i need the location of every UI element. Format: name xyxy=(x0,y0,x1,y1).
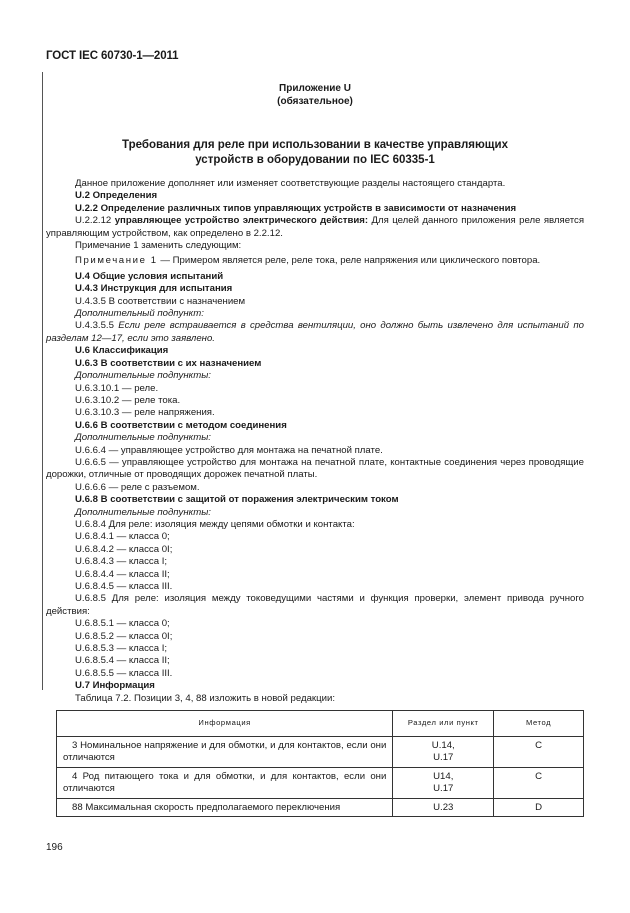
list-item: U.6.8.5.2 — класса 0I; xyxy=(75,630,173,642)
column-header-clause: Раздел или пункт xyxy=(393,711,494,737)
additional-subclause-label: Дополнительный подпункт: xyxy=(75,308,204,320)
additional-subclauses-label: Дополнительные подпункты: xyxy=(75,370,211,382)
list-item: U.6.8.5.5 — класса III. xyxy=(75,667,173,679)
clause-u2212-number: U.2.2.12 xyxy=(75,215,112,227)
clause-u684: U.6.8.4 Для реле: изоляция между цепями обмотки и контакта: xyxy=(75,518,355,530)
list-item: U.6.3.10.1 — реле. xyxy=(75,382,159,394)
annex-status: (обязательное) xyxy=(277,96,353,107)
table-cell-method: D xyxy=(494,798,584,816)
clause-ref: U.14, xyxy=(431,740,455,751)
annex-heading xyxy=(60,138,570,168)
clause-u2212 xyxy=(46,215,584,240)
standard-header: ГОСТ IEC 60730-1—2011 xyxy=(46,50,179,62)
note-replace-line: Примечание 1 заменить следующим: xyxy=(75,240,242,252)
table-intro: Таблица 7.2. Позиции 3, 4, 88 изложить в новой редакции: xyxy=(75,692,336,704)
list-item: U.6.8.5.3 — класса I; xyxy=(75,643,168,655)
clause-u2212-text: Для целей данного приложения реле является управляющим устройством, как определено в 2.2.12. xyxy=(46,215,585,239)
info-table xyxy=(56,710,584,817)
section-u2: U.2 Определения xyxy=(75,190,158,202)
additional-subclauses-label: Дополнительные подпункты: xyxy=(75,432,211,444)
table-row xyxy=(57,737,584,768)
table-row xyxy=(57,798,584,816)
column-header-info: Информация xyxy=(57,711,393,737)
list-item: U.6.8.5.4 — класса II; xyxy=(75,655,170,667)
list-item: U.6.3.10.3 — реле напряжения. xyxy=(75,407,215,419)
section-u7: U.7 Информация xyxy=(75,680,155,692)
table-cell-clause xyxy=(393,798,494,816)
table-cell-info: 4 Род питающего тока и для обмотки, и для контактов, если они отличаются xyxy=(57,767,393,798)
clause-ref: U.23 xyxy=(433,801,454,813)
intro-paragraph: Данное приложение дополняет или изменяет соответствующие разделы настоящего стандарта. xyxy=(75,178,506,189)
list-item: U.6.6.6 — реле с разъемом. xyxy=(75,481,200,493)
clause-ref: U.17 xyxy=(433,752,454,764)
column-header-method: Метод xyxy=(494,711,584,737)
section-u68: U.6.8 В соответствии с защитой от поражения электрическим током xyxy=(75,494,399,506)
page-number: 196 xyxy=(46,842,63,853)
table-cell-info: 88 Максимальная скорость предполагаемого переключения xyxy=(57,798,393,816)
clause-u435: U.4.3.5 В соответствии с назначением xyxy=(75,295,246,307)
clause-u2212-term: управляющее устройство электрического действия: xyxy=(114,215,369,227)
clause-u4355 xyxy=(46,320,584,345)
list-item: U.6.8.4.5 — класса III. xyxy=(75,581,173,592)
margin-rule xyxy=(42,72,43,690)
section-u22: U.2.2 Определение различных типов управляющих устройств в зависимости от назначения xyxy=(75,202,517,214)
table-cell-method: C xyxy=(494,767,584,798)
section-u4: U.4 Общие условия испытаний xyxy=(75,270,224,282)
table-cell-clause xyxy=(393,767,494,798)
table-cell-info: 3 Номинальное напряжение и для обмотки, и для контактов, если они отличаются xyxy=(57,737,393,768)
clause-ref: U14, xyxy=(433,770,454,782)
annex-heading-line-2: устройств в оборудовании по IEC 60335-1 xyxy=(195,154,435,166)
list-item: U.6.8.4.4 — класса II; xyxy=(75,568,170,580)
clause-u4355-number: U.4.3.5.5 xyxy=(75,320,119,332)
section-u43: U.4.3 Инструкция для испытания xyxy=(75,283,233,295)
clause-u685: U.6.8.5 Для реле: изоляция между токоведущими частями и функция проверки, элемент привода ручного действия: xyxy=(46,593,584,617)
annex-heading-line-1: Требования для реле при использовании в качестве управляющих xyxy=(122,139,508,151)
list-item: U.6.8.4.1 — класса 0; xyxy=(75,531,170,543)
list-item: U.6.8.4.3 — класса I; xyxy=(75,556,168,568)
additional-subclauses-label: Дополнительные подпункты: xyxy=(75,506,211,518)
section-u6: U.6 Классификация xyxy=(75,345,169,357)
section-u63: U.6.3 В соответствии с их назначением xyxy=(75,357,262,369)
note-1 xyxy=(46,255,584,267)
annex-title: Приложение U xyxy=(279,83,351,94)
table-cell-method: C xyxy=(494,737,584,768)
list-item: U.6.6.5 — управляющее устройство для монтажа на печатной плате, контактные соединения через проводящие дорожки, отличные от проводящих дорожек печатной платы. xyxy=(46,456,584,481)
list-item: U.6.8.5.1 — класса 0; xyxy=(75,618,170,630)
clause-u4355-text: Если реле встраивается в средства вентиляции, оно должно быть извлечено для испытаний по разделам 12—17, если это заявлено. xyxy=(46,320,584,344)
document-body xyxy=(46,178,584,705)
list-item: U.6.3.10.2 — реле тока. xyxy=(75,394,181,406)
clause-ref: U.17 xyxy=(433,783,454,795)
table-cell-clause xyxy=(393,737,494,768)
note-text: — Примером является реле, реле тока, реле напряжения или циклического повтора. xyxy=(157,255,541,267)
list-item: U.6.8.4.2 — класса 0I; xyxy=(75,543,173,555)
note-label: Примечание 1 xyxy=(75,255,158,267)
table-row xyxy=(57,767,584,798)
section-u66: U.6.6 В соответствии с методом соединения xyxy=(75,419,287,431)
list-item: U.6.6.4 — управляющее устройство для монтажа на печатной плате. xyxy=(75,444,383,456)
table-header-row xyxy=(57,711,584,737)
